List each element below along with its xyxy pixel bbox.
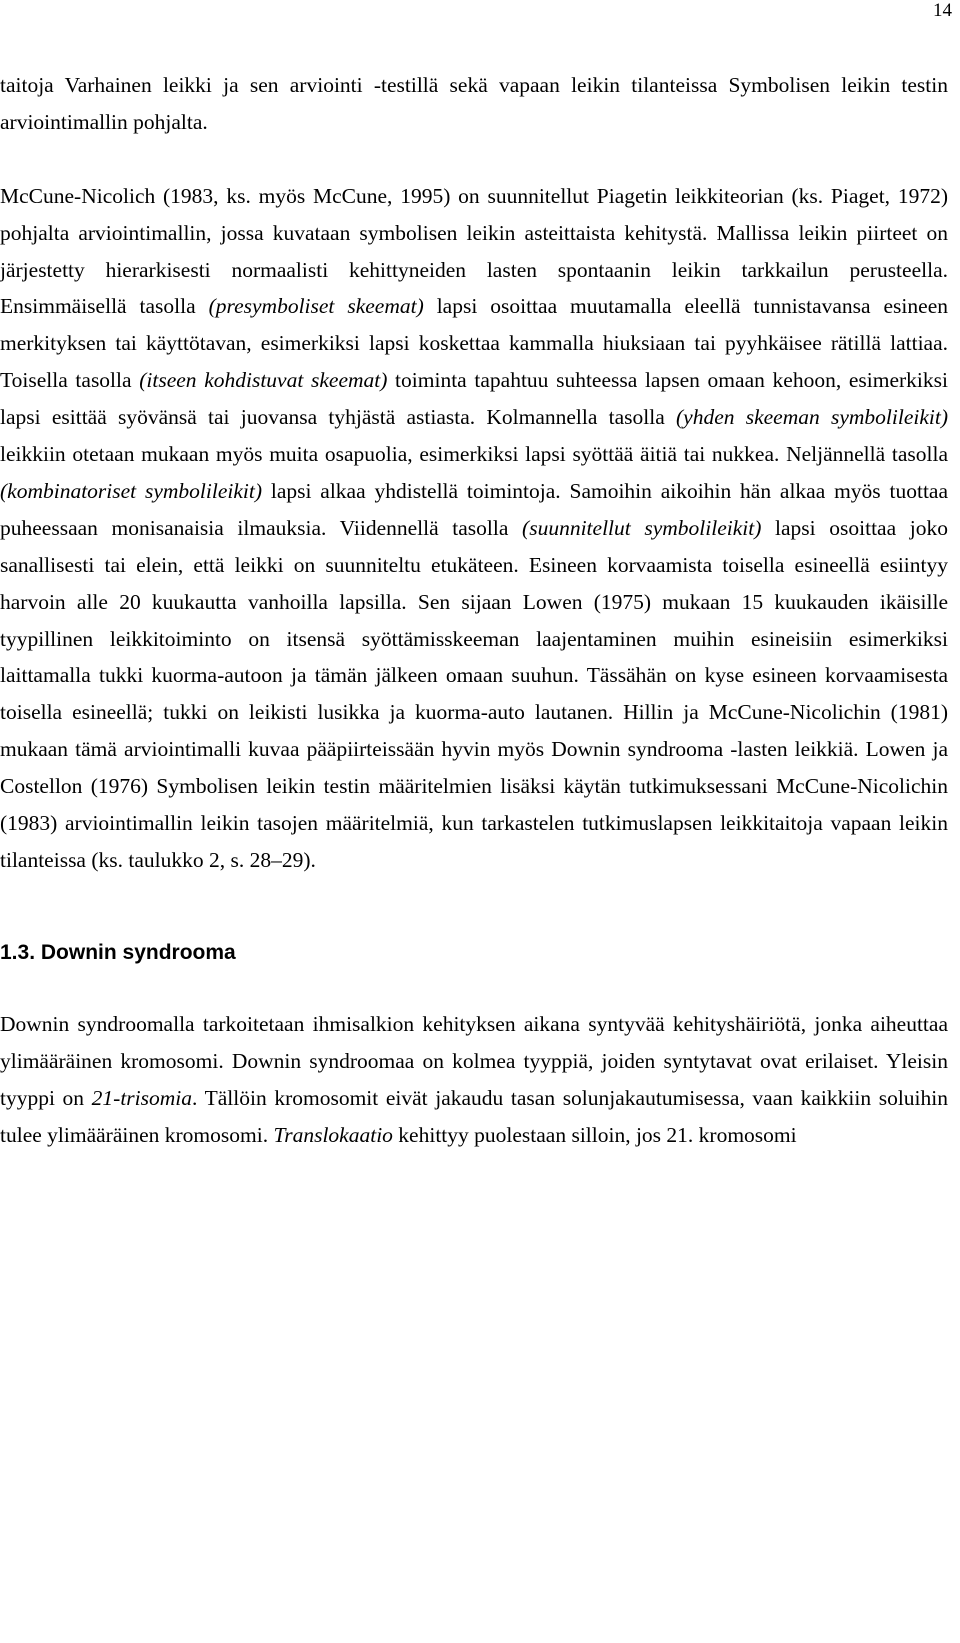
italic-term: (presymboliset skeemat)	[208, 294, 424, 319]
italic-term: (yhden skeeman symbolileikit)	[676, 405, 948, 430]
page-number: 14	[933, 0, 952, 21]
paragraph	[0, 67, 948, 141]
paragraph	[0, 178, 948, 879]
document-body	[0, 67, 948, 1153]
text-run: McCune-Nicolich (1983, ks. myös McCune, 1995) on suunnitellut Piagetin leikkiteorian (ks. Piaget, 1972) pohjalta arviointimallin, jossa kuvataan symbolisen leikin asteittaista kehitystä. Mallissa leikin piirteet on järjestetty hierarkisesti normaalisti kehittyneiden lasten spontaanin leikin tarkkailun perusteella. Ensimmäisellä tasolla	[0, 183, 948, 319]
section-heading: 1.3. Downin syndrooma	[0, 940, 236, 964]
italic-term: (kombinatoriset symbolileikit)	[0, 478, 263, 503]
text-run: lapsi osoittaa muutamalla eleellä tunnistavansa esineen merkityksen tai käyttötavan, esimerkiksi lapsi koskettaa kammalla hiuksiaan tai pyyhkäisee rätillä lattiaa. Toisella tasolla	[0, 294, 948, 393]
italic-term: (itseen kohdistuvat skeemat)	[139, 368, 388, 393]
italic-term: (suunnitellut symbolileikit)	[522, 515, 762, 540]
italic-term: Translokaatio	[273, 1122, 393, 1147]
text-run: . Tällöin kromosomit eivät jakaudu tasan solunjakautumisessa, vaan kaikkiin soluihin tulee ylimääräinen kromosomi.	[0, 1085, 948, 1147]
text-run: toiminta tapahtuu suhteessa lapsen omaan kehoon, esimerkiksi lapsi esittää syövänsä tai juovansa tyhjästä astiasta. Kolmannella tasolla	[0, 368, 948, 430]
text-run: leikkiin otetaan mukaan myös muita osapuolia, esimerkiksi lapsi syöttää äitiä tai nukkea. Neljännellä tasolla	[0, 442, 948, 467]
text-run: lapsi osoittaa joko sanallisesti tai elein, että leikki on suunniteltu etukäteen. Esineen korvaamista toisella esineellä esiintyy harvoin alle 20 kuukautta vanhoilla lapsilla. Sen sijaan Lowen (1975) mukaan 15 kuukauden ikäisille tyypillinen leikkitoiminto on itsensä syöttämisskeeman laajentaminen muihin esineisiin esimerkiksi laittamalla tukki kuorma-autoon ja tämän jälkeen omaan suuhun. Tässähän on kyse esineen korvaamisesta toisella esineellä; tukki on leikisti lusikka ja kuorma-auto lautanen. Hillin ja McCune-Nicolichin (1981) mukaan tämä arviointimalli kuvaa pääpiirteissään hyvin myös Downin syndrooma -lasten leikkiä. Lowen ja Costellon (1976) Symbolisen leikin testin määritelmien lisäksi käytän tutkimuksessani McCune-Nicolichin (1983) arviointimallin leikin tasojen määritelmiä, kun tarkastelen tutkimuslapsen leikkitaitoja vapaan leikin tilanteissa (ks. taulukko 2, s. 28–29).	[0, 515, 948, 873]
paragraph	[0, 1006, 948, 1154]
text-run: kehittyy puolestaan silloin, jos 21. kromosomi	[392, 1122, 797, 1147]
text-run: Downin syndroomalla tarkoitetaan ihmisalkion kehityksen aikana syntyvää kehityshäiriötä, jonka aiheuttaa ylimääräinen kromosomi. Downin syndroomaa on kolmea tyyppiä, joiden syntytavat ovat erilaiset. Yleisin tyyppi on	[0, 1011, 948, 1110]
text-run: lapsi alkaa yhdistellä toimintoja. Samoihin aikoihin hän alkaa myös tuottaa puheessaan monisanaisia ilmauksia. Viidennellä tasolla	[0, 478, 949, 540]
text-run: taitoja Varhainen leikki ja sen arviointi -testillä sekä vapaan leikin tilanteissa Symbolisen leikin testin arviointimallin pohjalta.	[0, 73, 948, 134]
italic-term: 21-trisomia	[91, 1085, 193, 1110]
